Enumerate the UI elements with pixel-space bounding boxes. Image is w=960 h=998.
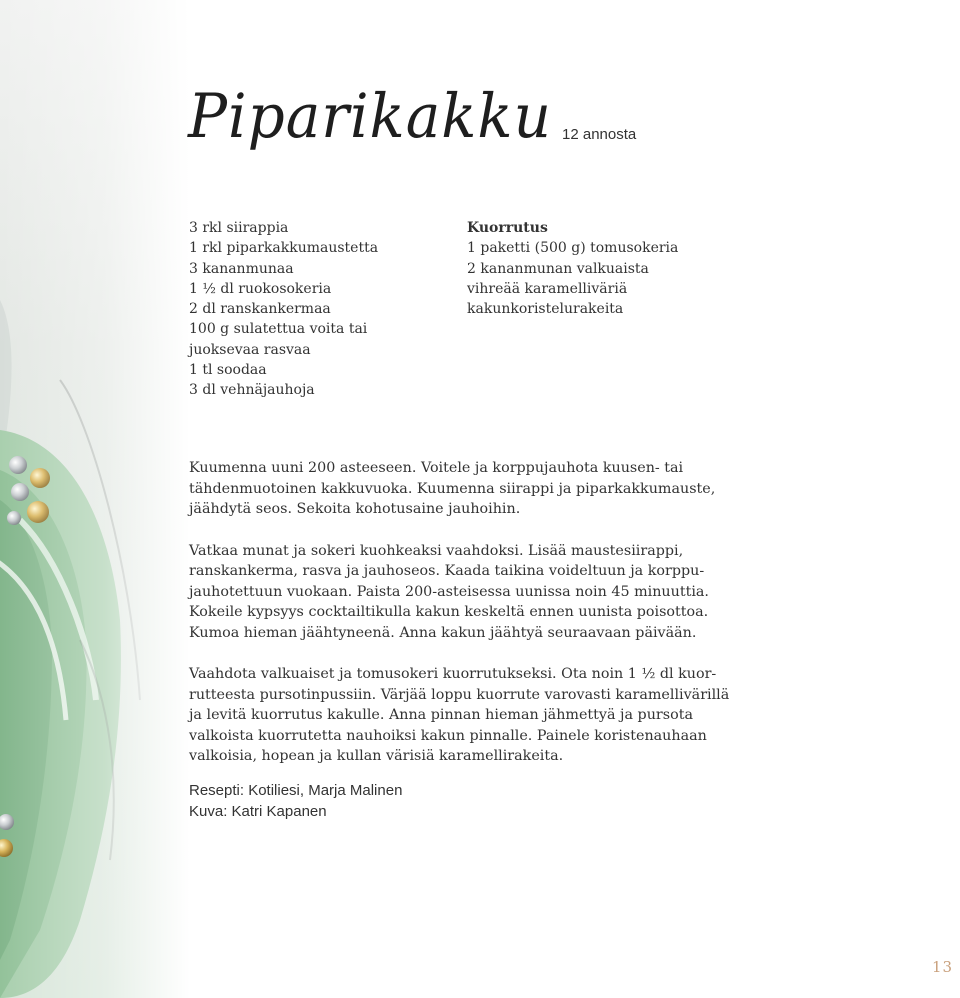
ingredient-item: 3 kananmunaa	[189, 260, 294, 277]
servings: 12 annosta	[562, 126, 637, 143]
method-line: ja levitä kuorrutus kakulle. Anna pinnan hieman jähmettyä ja pursota	[189, 707, 693, 723]
method-line: Kokeile kypsyys cocktailtikulla kakun keskeltä ennen uunista poisottoa.	[189, 604, 709, 620]
method-line: ranskankerma, rasva ja jauhoseos. Kaada taikina voideltuun ja korppu-	[189, 563, 705, 579]
ingredient-item: 1 tl soodaa	[189, 362, 267, 379]
ingredient-item: 1 ½ dl ruokosokeria	[189, 280, 332, 297]
method-line: rutteesta pursotinpussiin. Värjää loppu kuorrute varovasti karamellivärillä	[189, 686, 730, 703]
credits	[189, 781, 402, 822]
page-number: 13	[932, 958, 954, 976]
method-line: Kuumenna uuni 200 asteeseen. Voitele ja korppujauhota kuusen- tai	[189, 460, 684, 476]
frosting-heading: Kuorrutus	[467, 220, 548, 236]
ingredient-item: 3 dl vehnäjauhoja	[189, 382, 315, 399]
method-line: Kumoa hieman jäähtyneenä. Anna kakun jäähtyä seuraavaan päivään.	[189, 624, 697, 641]
ingredient-item: 3 rkl siirappia	[189, 220, 289, 236]
recipe-credit: Resepti: Kotiliesi, Marja Malinen	[189, 782, 403, 799]
method-line: valkoista kuorrutetta nauhoiksi kakun pinnalle. Painele koristenauhaan	[189, 727, 707, 744]
frosting-item: 1 paketti (500 g) tomusokeria	[467, 240, 679, 257]
photo-credit: Kuva: Katri Kapanen	[189, 802, 327, 820]
ingredient-item: juoksevaa rasvaa	[189, 341, 311, 358]
frosting-item: vihreää karamelliväriä	[467, 280, 628, 297]
method-text	[189, 437, 734, 788]
method-line: Vaahdota valkuaiset ja tomusokeri kuorrutukseksi. Ota noin 1 ½ dl kuor-	[189, 666, 717, 682]
ingredient-item: 1 rkl piparkakkumaustetta	[189, 240, 379, 257]
ingredient-item: 100 g sulatettua voita tai	[189, 321, 368, 338]
frosting-item: kakunkoristelurakeita	[467, 301, 624, 318]
ingredient-item: 2 dl ranskankermaa	[189, 301, 331, 318]
method-line: jäähdytä seos. Sekoita kohotusaine jauhoihin.	[189, 501, 521, 517]
frosting-list	[467, 218, 747, 319]
frosting-item: 2 kananmunan valkuaista	[467, 260, 649, 277]
method-line: valkoisia, hopean ja kullan värisiä karamellirakeita.	[189, 748, 564, 764]
method-line: Vatkaa munat ja sokeri kuohkeaksi vaahdoksi. Lisää maustesiirappi,	[189, 542, 684, 559]
recipe-title: Piparikakku	[188, 80, 552, 152]
method-line: tähdenmuotoinen kakkuvuoka. Kuumenna siirappi ja piparkakkumauste,	[189, 480, 716, 497]
ingredients-list	[189, 218, 429, 401]
method-line: jauhotettuun vuokaan. Paista 200-asteisessa uunissa noin 45 minuuttia.	[189, 583, 709, 600]
cake-photo	[0, 0, 190, 998]
recipe-title-wrap	[188, 82, 552, 162]
